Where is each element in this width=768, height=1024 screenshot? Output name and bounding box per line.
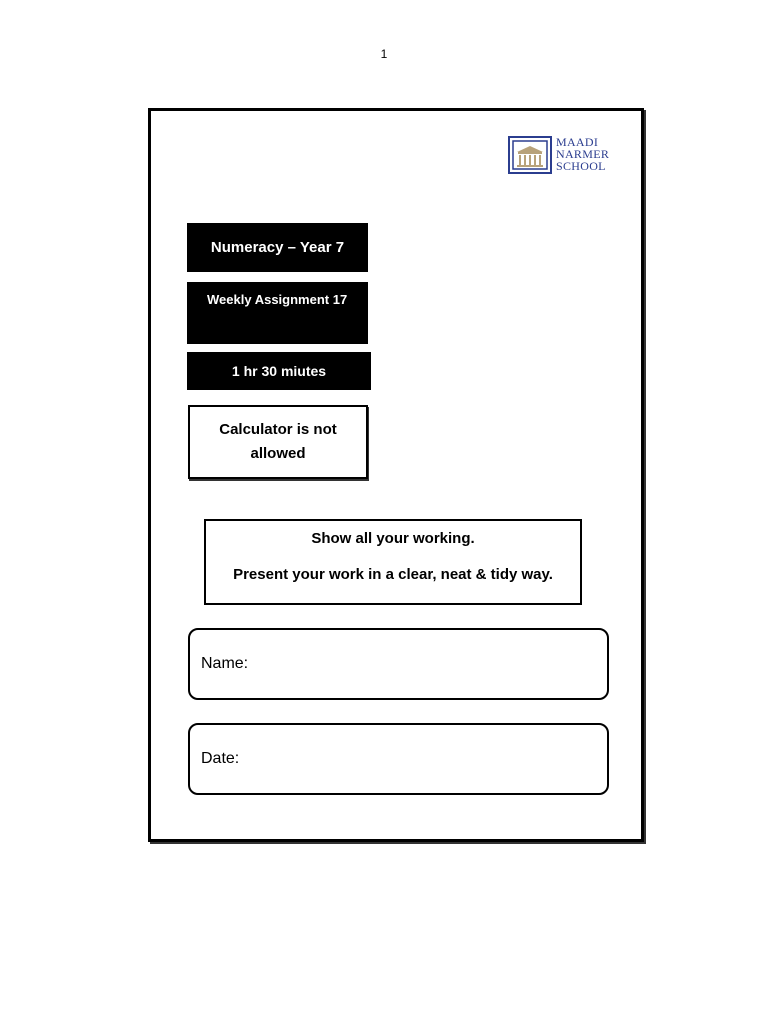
date-label: Date:: [201, 750, 240, 767]
logo-line-2: NARMER: [556, 147, 610, 161]
school-logo: [508, 136, 609, 176]
logo-line-1: MAADI: [556, 135, 599, 149]
name-label: Name:: [201, 655, 249, 672]
instruction-line-1: Show all your working.: [311, 530, 475, 547]
subject-title: Numeracy – Year 7: [187, 223, 368, 272]
calculator-notice: [188, 405, 368, 479]
page-number: 1: [380, 47, 388, 61]
name-field[interactable]: [188, 628, 609, 700]
assignment-label: Weekly Assignment 17: [187, 282, 368, 344]
calculator-notice-text: Calculator is not allowed: [219, 421, 337, 462]
date-field[interactable]: [188, 723, 609, 795]
logo-line-3: SCHOOL: [556, 159, 606, 173]
instruction-line-2: Present your work in a clear, neat & tidy way.: [233, 566, 553, 583]
instructions-box: [204, 519, 582, 605]
duration-label: 1 hr 30 miutes: [187, 352, 371, 390]
logo-text: [556, 136, 609, 172]
school-building-icon: [508, 136, 552, 174]
